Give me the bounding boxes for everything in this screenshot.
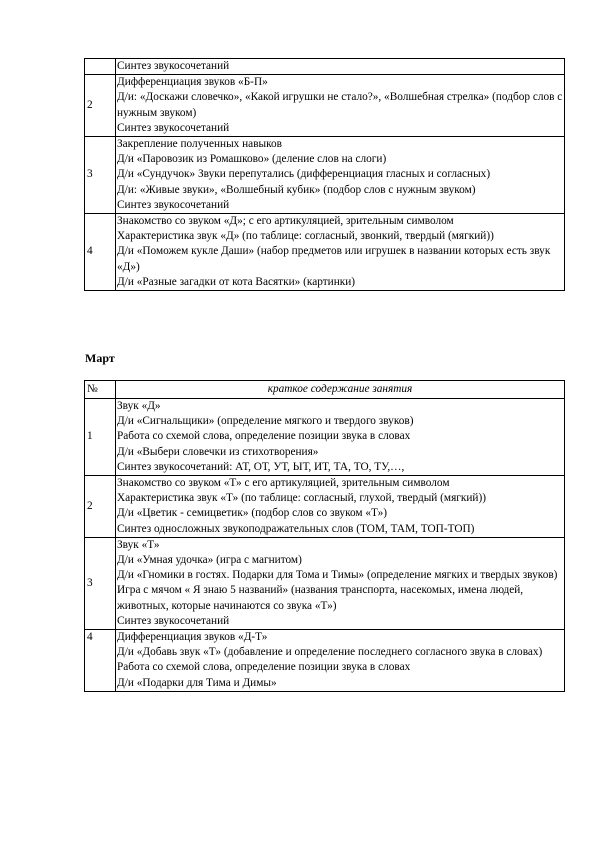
content-line: Характеристика звук «Д» (по таблице: согласный, звонкий, твердый (мягкий)) (117, 230, 494, 243)
table-row (85, 630, 565, 692)
content-line: Работа со схемой слова, определение позиции звука в словах (117, 661, 411, 674)
content-line: Звук «Д» (117, 400, 161, 412)
content-line: Знакомство со звуком «Т» с его артикуляцией, зрительным символом (117, 477, 450, 490)
row-number (85, 59, 116, 75)
table-header-row (85, 381, 565, 399)
content-line: Д/и «Цветик - семицветик» (подбор слов со звуком «Т») (117, 507, 388, 520)
content-line: Синтез односложных звукоподражательных слов (ТОМ, ТАМ, ТОП-ТОП) (117, 522, 475, 535)
content-line: Синтез звукосочетаний (117, 60, 230, 72)
table-row (85, 59, 565, 75)
row-content (116, 137, 565, 214)
content-line: Работа со схемой слова, определение позиции звука в словах (117, 430, 411, 443)
row-content (116, 59, 565, 75)
content-line: Характеристика звук «Т» (по таблице: согласный, глухой, твердый (мягкий)) (117, 492, 487, 505)
row-number: 1 (85, 399, 116, 476)
content-line: Д/и «Гномики в гостях. Подарки для Тома и Тимы» (определение мягких и твердых звуков) (117, 569, 558, 582)
table-row (85, 137, 565, 214)
content-line: Д/и: «Живые звуки», «Волшебный кубик» (подбор слов с нужным звуком) (117, 183, 476, 196)
header-title: краткое содержание занятия (116, 381, 565, 399)
content-line: Звук «Т» (117, 538, 160, 551)
row-number: 4 (85, 214, 116, 291)
header-number: № (85, 381, 116, 399)
row-content (116, 537, 565, 629)
content-line: Д/и «Сундучок» Звуки перепутались (дифференциация гласных и согласных) (117, 168, 491, 181)
content-line: Д/и: «Доскажи словечко», «Какой игрушки не стало?», «Волшебная стрелка» (подбор слов с нужным звуком) (117, 91, 563, 119)
content-line: Д/и «Разные загадки от кота Васятки» (картинки) (117, 275, 356, 288)
row-content (116, 399, 565, 476)
content-line: Синтез звукосочетаний (117, 198, 230, 211)
content-line: Знакомство со звуком «Д»; с его артикуляцией, зрительным символом (117, 215, 454, 228)
content-line: Дифференциация звуков «Б-П» (117, 76, 268, 89)
content-line: Д/и «Сигнальщики» (определение мягкого и твердого звуков) (117, 415, 414, 428)
content-line: Синтез звукосочетаний: АТ, ОТ, УТ, ЫТ, ИТ, ТА, ТО, ТУ,…, (117, 460, 405, 473)
lesson-table-february (84, 58, 565, 291)
table-row (85, 476, 565, 538)
table-row (85, 214, 565, 291)
content-line: Дифференциация звуков «Д-Т» (117, 631, 268, 644)
row-number: 3 (85, 537, 116, 629)
row-number: 2 (85, 476, 116, 538)
content-line: Д/и «Паровозик из Ромашково» (деление слов на слоги) (117, 153, 387, 166)
content-line: Синтез звукосочетаний (117, 614, 230, 627)
row-number: 3 (85, 137, 116, 214)
lesson-table-march (84, 380, 565, 692)
row-content (116, 75, 565, 137)
row-content (116, 630, 565, 692)
content-line: Синтез звукосочетаний (117, 121, 230, 134)
row-content (116, 476, 565, 538)
table-row (85, 399, 565, 476)
content-line: Закрепление полученных навыков (117, 138, 283, 151)
content-line: Д/и «Подарки для Тима и Димы» (117, 676, 277, 689)
content-line: Д/и «Поможем кукле Даши» (набор предметов или игрушек в названии которых есть звук «Д») (117, 245, 551, 273)
table-row (85, 537, 565, 629)
content-line: Д/и «Умная удочка» (игра с магнитом) (117, 554, 302, 567)
row-number: 4 (85, 630, 116, 692)
month-heading: Март (85, 351, 115, 365)
table-row (85, 75, 565, 137)
row-number: 2 (85, 75, 116, 137)
row-content (116, 214, 565, 291)
content-line: Д/и «Выбери словечки из стихотворения» (117, 445, 319, 458)
content-line: Игра с мячом « Я знаю 5 названий» (названия транспорта, насекомых, имена людей, животных, которые начинаются со звука «Т») (117, 584, 524, 612)
content-line: Д/и «Добавь звук «Т» (добавление и определение последнего согласного звука в словах) (117, 646, 543, 659)
